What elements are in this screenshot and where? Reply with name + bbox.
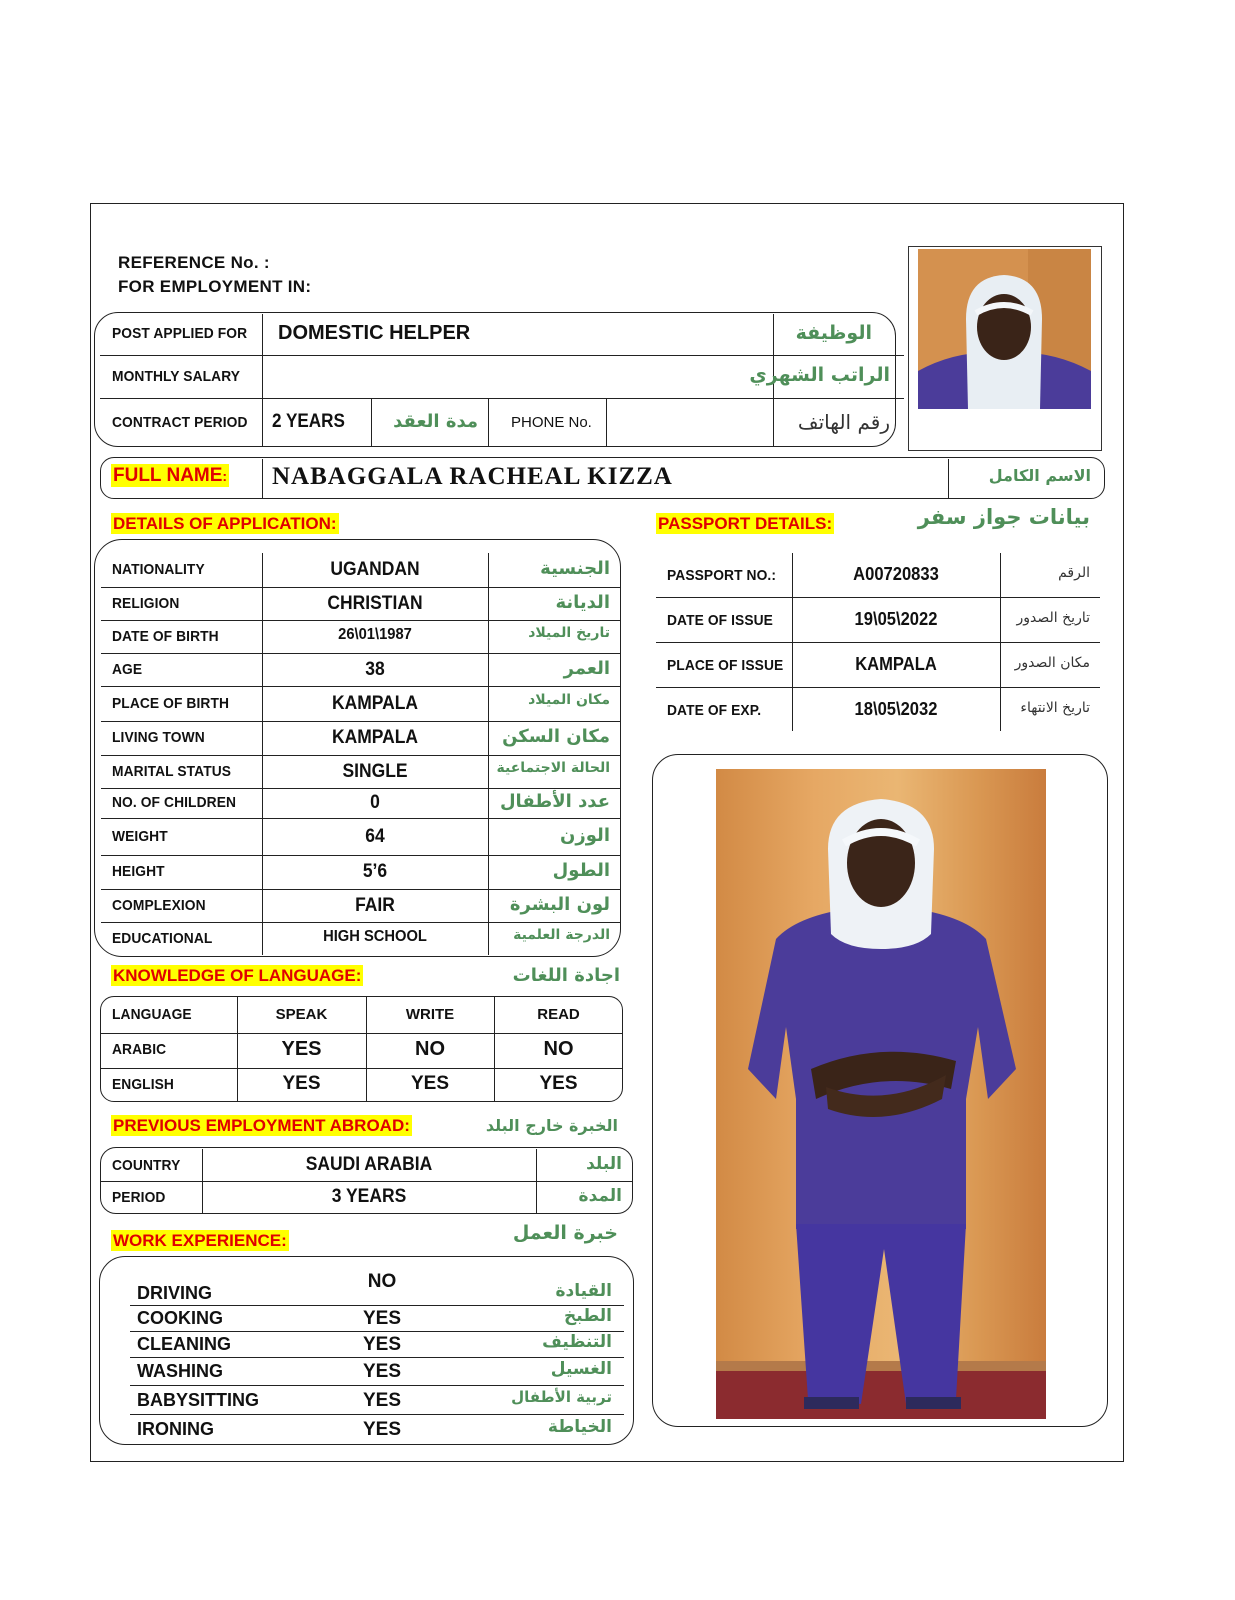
details-arabic: مكان الميلاد bbox=[528, 691, 610, 708]
work-row-divider bbox=[130, 1357, 624, 1358]
passport-arabic: تاريخ الانتهاء bbox=[1020, 700, 1090, 716]
previous-employment-heading-arabic: الخبرة خارج البلد bbox=[485, 1116, 618, 1135]
work-experience-label: WASHING bbox=[137, 1361, 224, 1381]
work-experience-arabic: الغسيل bbox=[550, 1359, 612, 1379]
details-value: KAMPALA bbox=[331, 692, 419, 714]
language-read: NO bbox=[543, 1038, 574, 1060]
passport-heading: PASSPORT DETAILS: bbox=[658, 514, 833, 533]
passport-arabic: مكان الصدور bbox=[1014, 655, 1090, 671]
details-value: CHRISTIAN bbox=[327, 592, 423, 614]
language-header: SPEAK bbox=[275, 1006, 328, 1023]
details-label: COMPLEXION bbox=[112, 896, 206, 914]
passport-label: DATE OF ISSUE bbox=[667, 612, 773, 629]
details-row-divider bbox=[101, 653, 621, 654]
details-value: 64 bbox=[365, 825, 385, 847]
work-experience-arabic: الطبخ bbox=[564, 1306, 612, 1326]
language-header: LANGUAGE bbox=[112, 1006, 192, 1023]
language-name: ENGLISH bbox=[112, 1076, 174, 1093]
contract-period-value: 2 YEARS bbox=[272, 411, 345, 432]
work-experience-heading: WORK EXPERIENCE: bbox=[113, 1231, 287, 1250]
languages-heading: KNOWLEDGE OF LANGUAGE: bbox=[113, 966, 362, 985]
work-experience-value: YES bbox=[362, 1361, 402, 1382]
details-label: HEIGHT bbox=[112, 863, 165, 880]
passport-value: KAMPALA bbox=[855, 654, 937, 674]
passport-value: 19\05\2022 bbox=[854, 609, 938, 629]
work-experience-label: BABYSITTING bbox=[137, 1390, 260, 1410]
work-experience-arabic: التنظيف bbox=[542, 1332, 612, 1352]
passport-label: DATE OF EXP. bbox=[667, 702, 762, 719]
details-label: LIVING TOWN bbox=[112, 729, 205, 746]
work-experience-label: CLEANING bbox=[137, 1334, 231, 1354]
post-applied-arabic: الوظيفة bbox=[795, 322, 872, 344]
previous-employment-label: PERIOD bbox=[112, 1189, 166, 1206]
previous-employment-label: COUNTRY bbox=[112, 1157, 181, 1174]
work-experience-label: DRIVING bbox=[137, 1283, 213, 1303]
details-arabic: الجنسية bbox=[540, 558, 610, 579]
details-label: DATE OF BIRTH bbox=[112, 627, 219, 645]
full-name-label: FULL NAME: bbox=[113, 465, 228, 486]
previous-employment-arabic: البلد bbox=[586, 1154, 622, 1174]
passport-heading-arabic: بيانات جواز سفر bbox=[917, 505, 1090, 529]
details-label: RELIGION bbox=[112, 594, 180, 612]
details-value: UGANDAN bbox=[330, 559, 420, 580]
details-row-divider bbox=[101, 620, 621, 621]
language-write: YES bbox=[410, 1073, 450, 1094]
post-applied-label: POST APPLIED FOR bbox=[112, 325, 248, 342]
languages-heading-arabic: اجادة اللغات bbox=[512, 965, 620, 986]
work-experience-arabic: القيادة bbox=[555, 1281, 612, 1301]
details-arabic: العمر bbox=[563, 657, 610, 679]
work-experience-value: YES bbox=[362, 1419, 402, 1440]
details-arabic: عدد الأطفال bbox=[499, 791, 610, 812]
passport-row-divider bbox=[656, 597, 1100, 598]
details-label: NO. OF CHILDREN bbox=[112, 794, 237, 811]
details-label: NATIONALITY bbox=[112, 561, 205, 578]
details-arabic: لون البشرة bbox=[509, 893, 610, 915]
language-speak: YES bbox=[281, 1038, 322, 1060]
details-arabic: تاريخ الميلاد bbox=[528, 624, 610, 641]
previous-employment-value: 3 YEARS bbox=[331, 1186, 407, 1207]
work-row-divider bbox=[130, 1414, 624, 1415]
language-header: WRITE bbox=[405, 1006, 455, 1023]
details-arabic: الطول bbox=[552, 860, 610, 881]
details-row-divider bbox=[101, 855, 621, 856]
language-speak: YES bbox=[282, 1073, 321, 1094]
work-experience-heading-arabic: خبرة العمل bbox=[512, 1222, 618, 1244]
work-experience-arabic: الخياطة bbox=[547, 1417, 612, 1437]
details-row-divider bbox=[101, 721, 621, 722]
passport-row-divider bbox=[656, 642, 1100, 643]
details-row-divider bbox=[101, 818, 621, 819]
phone-label: PHONE No. bbox=[511, 414, 592, 431]
work-experience-value: YES bbox=[362, 1334, 402, 1355]
post-applied-value: DOMESTIC HELPER bbox=[278, 322, 471, 344]
passport-label: PLACE OF ISSUE bbox=[667, 657, 784, 674]
previous-employment-heading: PREVIOUS EMPLOYMENT ABROAD: bbox=[113, 1116, 410, 1135]
passport-value: 18\05\2032 bbox=[854, 699, 938, 719]
previous-employment-value: SAUDI ARABIA bbox=[305, 1154, 433, 1175]
previous-employment-arabic: المدة bbox=[578, 1186, 622, 1206]
details-arabic: الدرجة العلمية bbox=[513, 927, 610, 943]
details-arabic: الحالة الاجتماعية bbox=[496, 759, 610, 776]
details-value: 38 bbox=[365, 658, 385, 680]
details-label: PLACE OF BIRTH bbox=[112, 694, 230, 712]
details-row-divider bbox=[101, 686, 621, 687]
details-label: AGE bbox=[112, 660, 143, 678]
passport-row-divider bbox=[656, 687, 1100, 688]
details-label: EDUCATIONAL bbox=[112, 930, 213, 947]
work-experience-value: YES bbox=[362, 1390, 402, 1411]
passport-arabic: تاريخ الصدور bbox=[1016, 610, 1090, 626]
details-row-divider bbox=[101, 889, 621, 890]
work-experience-value: YES bbox=[362, 1308, 402, 1329]
details-arabic: الوزن bbox=[560, 824, 610, 846]
details-value: HIGH SCHOOL bbox=[323, 928, 427, 945]
monthly-salary-arabic: الراتب الشهري bbox=[749, 364, 890, 386]
details-value: FAIR bbox=[355, 894, 395, 916]
details-value: 26\01\1987 bbox=[338, 625, 412, 643]
monthly-salary-label: MONTHLY SALARY bbox=[112, 368, 241, 385]
passport-photo bbox=[918, 249, 1091, 409]
language-write: NO bbox=[415, 1038, 445, 1060]
details-row-divider bbox=[101, 587, 621, 588]
full-name-value: NABAGGALA RACHEAL KIZZA bbox=[272, 463, 673, 490]
details-value: 0 bbox=[370, 792, 380, 813]
work-experience-value: NO bbox=[367, 1271, 397, 1292]
details-label: WEIGHT bbox=[112, 827, 168, 845]
details-row-divider bbox=[101, 922, 621, 923]
contract-period-arabic: مدة العقد bbox=[393, 411, 478, 432]
language-header: READ bbox=[537, 1006, 580, 1023]
details-value: 5’6 bbox=[362, 861, 388, 882]
details-row-divider bbox=[101, 755, 621, 756]
work-experience-label: IRONING bbox=[137, 1419, 215, 1439]
details-value: KAMPALA bbox=[331, 727, 419, 748]
passport-value: A00720833 bbox=[853, 564, 939, 584]
full-body-photo bbox=[716, 769, 1046, 1419]
phone-arabic: رقم الهاتف bbox=[797, 410, 890, 434]
contract-period-label: CONTRACT PERIOD bbox=[112, 414, 248, 431]
details-label: MARITAL STATUS bbox=[112, 762, 232, 780]
work-experience-arabic: تربية الأطفال bbox=[511, 1388, 612, 1406]
passport-arabic: الرقم bbox=[1058, 565, 1090, 581]
details-arabic: مكان السكن bbox=[502, 726, 610, 747]
language-read: YES bbox=[539, 1073, 578, 1094]
employment-label: FOR EMPLOYMENT IN: bbox=[118, 277, 312, 296]
details-heading: DETAILS OF APPLICATION: bbox=[113, 514, 337, 533]
passport-label: PASSPORT NO.: bbox=[667, 567, 777, 584]
details-value: SINGLE bbox=[342, 760, 408, 782]
details-row-divider bbox=[101, 788, 621, 789]
work-row-divider bbox=[130, 1385, 624, 1386]
full-name-arabic: الاسم الكامل bbox=[988, 466, 1091, 485]
language-name: ARABIC bbox=[112, 1041, 167, 1058]
details-arabic: الديانة bbox=[555, 591, 610, 613]
work-experience-label: COOKING bbox=[137, 1308, 224, 1328]
reference-label: REFERENCE No. : bbox=[118, 253, 270, 272]
